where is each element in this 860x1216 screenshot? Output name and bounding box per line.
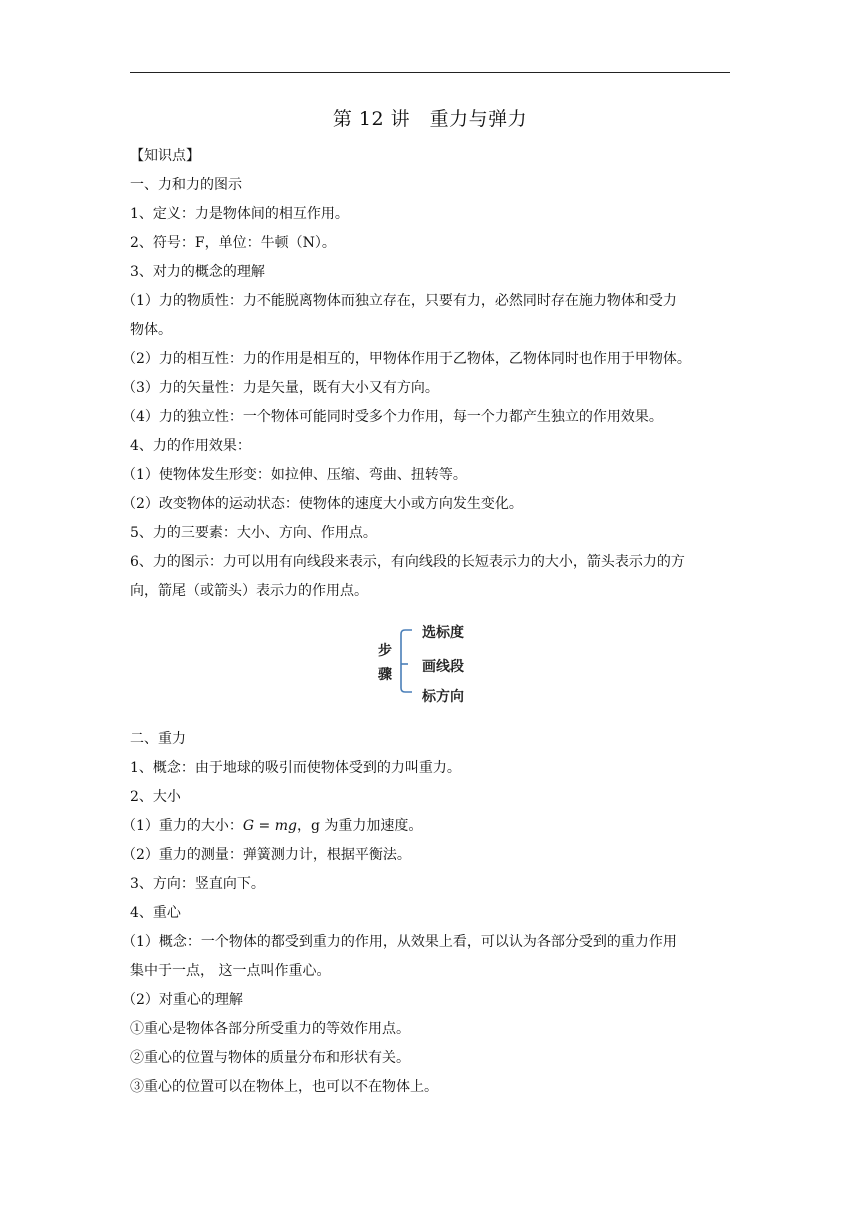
page-title: 第 12 讲 重力与弹力 — [332, 108, 528, 130]
gravity-size-formula-line — [122, 816, 722, 836]
force-effect-heading: 4、力的作用效果： — [130, 438, 251, 454]
cg-understanding-heading: （2）对重心的理解 — [122, 992, 243, 1008]
steps-item-scale: 选标度 — [422, 625, 464, 641]
force-effect-motion: （2）改变物体的运动状态：使物体的速度大小或方向发生变化。 — [122, 496, 523, 512]
force-diagram-line1: 6、力的图示：力可以用有向线段来表示，有向线段的长短表示力的大小，箭头表示力的方 — [130, 554, 685, 570]
force-symbol: 2、符号：F，单位：牛顿（N）。 — [130, 235, 336, 251]
gravity-size-suffix: ，g 为重力加速度。 — [296, 818, 423, 834]
cg-point-1: ①重心是物体各部分所受重力的等效作用点。 — [130, 1021, 410, 1037]
gravity-measure: （2）重力的测量：弹簧测力计，根据平衡法。 — [122, 847, 411, 863]
steps-label-top: 步 — [378, 643, 392, 659]
gravity-size-prefix: （1）重力的大小： — [122, 818, 243, 834]
force-material-line2: 物体。 — [130, 322, 172, 338]
gravity-size-heading: 2、大小 — [130, 789, 181, 805]
gravity-formula: G = mg — [242, 818, 297, 834]
force-material-line1: （1）力的物质性：力不能脱离物体而独立存在，只要有力，必然同时存在施力物体和受力 — [122, 293, 677, 309]
steps-diagram — [372, 618, 492, 708]
force-three-elements: 5、力的三要素：大小、方向、作用点。 — [130, 525, 377, 541]
force-vector: （3）力的矢量性：力是矢量，既有大小又有方向。 — [122, 380, 439, 396]
section-tag: 【知识点】 — [130, 148, 200, 164]
gravity-direction: 3、方向：竖直向下。 — [130, 876, 265, 892]
header-rule — [130, 72, 730, 73]
cg-point-2: ②重心的位置与物体的质量分布和形状有关。 — [130, 1050, 410, 1066]
steps-label-bottom: 骤 — [378, 667, 392, 683]
center-of-gravity-heading: 4、重心 — [130, 905, 181, 921]
force-diagram-line2: 向，箭尾（或箭头）表示力的作用点。 — [130, 583, 368, 599]
force-independence: （4）力的独立性：一个物体可能同时受多个力作用，每一个力都产生独立的作用效果。 — [122, 409, 663, 425]
steps-item-direction: 标方向 — [422, 689, 464, 705]
section-heading-gravity: 二、重力 — [130, 731, 186, 747]
section-heading-force: 一、力和力的图示 — [130, 177, 242, 193]
gravity-concept: 1、概念：由于地球的吸引而使物体受到的力叫重力。 — [130, 760, 461, 776]
cg-concept-line2: 集中于一点， 这一点叫作重心。 — [130, 963, 331, 979]
cg-point-3: ③重心的位置可以在物体上，也可以不在物体上。 — [130, 1079, 438, 1095]
cg-concept-line1: （1）概念：一个物体的都受到重力的作用，从效果上看，可以认为各部分受到的重力作用 — [122, 934, 677, 950]
force-definition: 1、定义：力是物体间的相互作用。 — [130, 206, 349, 222]
force-concept-heading: 3、对力的概念的理解 — [130, 264, 265, 280]
force-effect-deform: （1）使物体发生形变：如拉伸、压缩、弯曲、扭转等。 — [122, 467, 467, 483]
force-mutual: （2）力的相互性：力的作用是相互的，甲物体作用于乙物体，乙物体同时也作用于甲物体。 — [122, 351, 691, 367]
steps-item-segment: 画线段 — [422, 659, 464, 675]
